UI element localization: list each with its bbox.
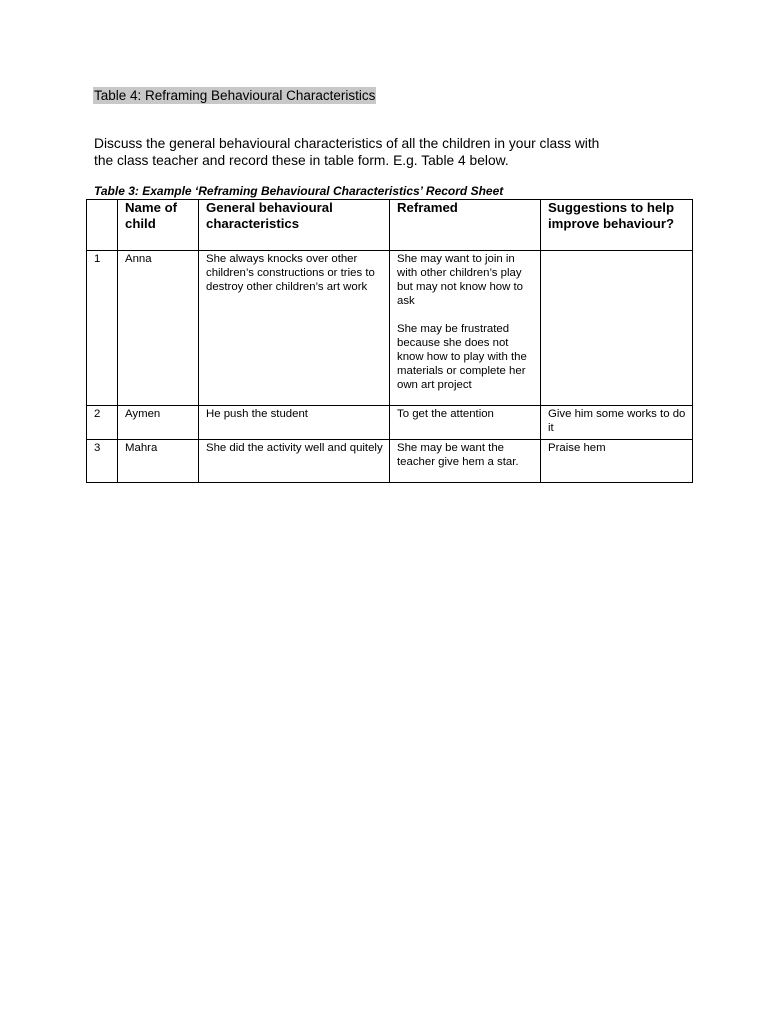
intro-line: Discuss the general behavioural characteristics of all the children in your class with — [94, 136, 600, 151]
reframed-cell — [390, 406, 541, 440]
table-row — [87, 440, 693, 483]
header-name-of-child: Name of child — [118, 200, 199, 251]
row-number: 3 — [87, 440, 118, 483]
header-reframed: Reframed — [390, 200, 541, 251]
child-name: Mahra — [118, 440, 199, 483]
intro-paragraph — [94, 135, 694, 169]
child-name: Anna — [118, 251, 199, 406]
table-row — [87, 251, 693, 406]
row-number: 2 — [87, 406, 118, 440]
intro-line: the class teacher and record these in table form. E.g. Table 4 below. — [94, 153, 509, 168]
general-characteristics: She did the activity well and quitely — [199, 440, 390, 483]
suggestion — [541, 251, 693, 406]
reframed-text: She may be frustrated because she does not know how to play with the materials or complete her own art project — [397, 323, 527, 391]
table-row — [87, 406, 693, 440]
header-general-behavioural-characteristics: General behavioural characteristics — [199, 200, 390, 251]
table-header-row — [87, 200, 693, 251]
general-characteristics: He push the student — [199, 406, 390, 440]
record-sheet-table — [86, 199, 693, 483]
suggestion: Praise hem — [541, 440, 693, 483]
reframed-text: She may want to join in with other children’s play but may not know how to ask — [397, 253, 523, 307]
table-caption: Table 3: Example ‘Reframing Behavioural Characteristics’ Record Sheet — [94, 184, 504, 198]
reframed-cell — [390, 251, 541, 406]
header-suggestions: Suggestions to help improve behaviour? — [541, 200, 693, 251]
reframed-text: To get the attention — [397, 408, 494, 420]
general-characteristics: She always knocks over other children’s constructions or tries to destroy other children’s art work — [199, 251, 390, 406]
reframed-cell — [390, 440, 541, 483]
suggestion: Give him some works to do it — [541, 406, 693, 440]
row-number: 1 — [87, 251, 118, 406]
reframed-text: She may be want the teacher give hem a star. — [397, 442, 519, 468]
child-name: Aymen — [118, 406, 199, 440]
header-number — [87, 200, 118, 251]
document-heading: Table 4: Reframing Behavioural Characteristics — [94, 88, 376, 103]
